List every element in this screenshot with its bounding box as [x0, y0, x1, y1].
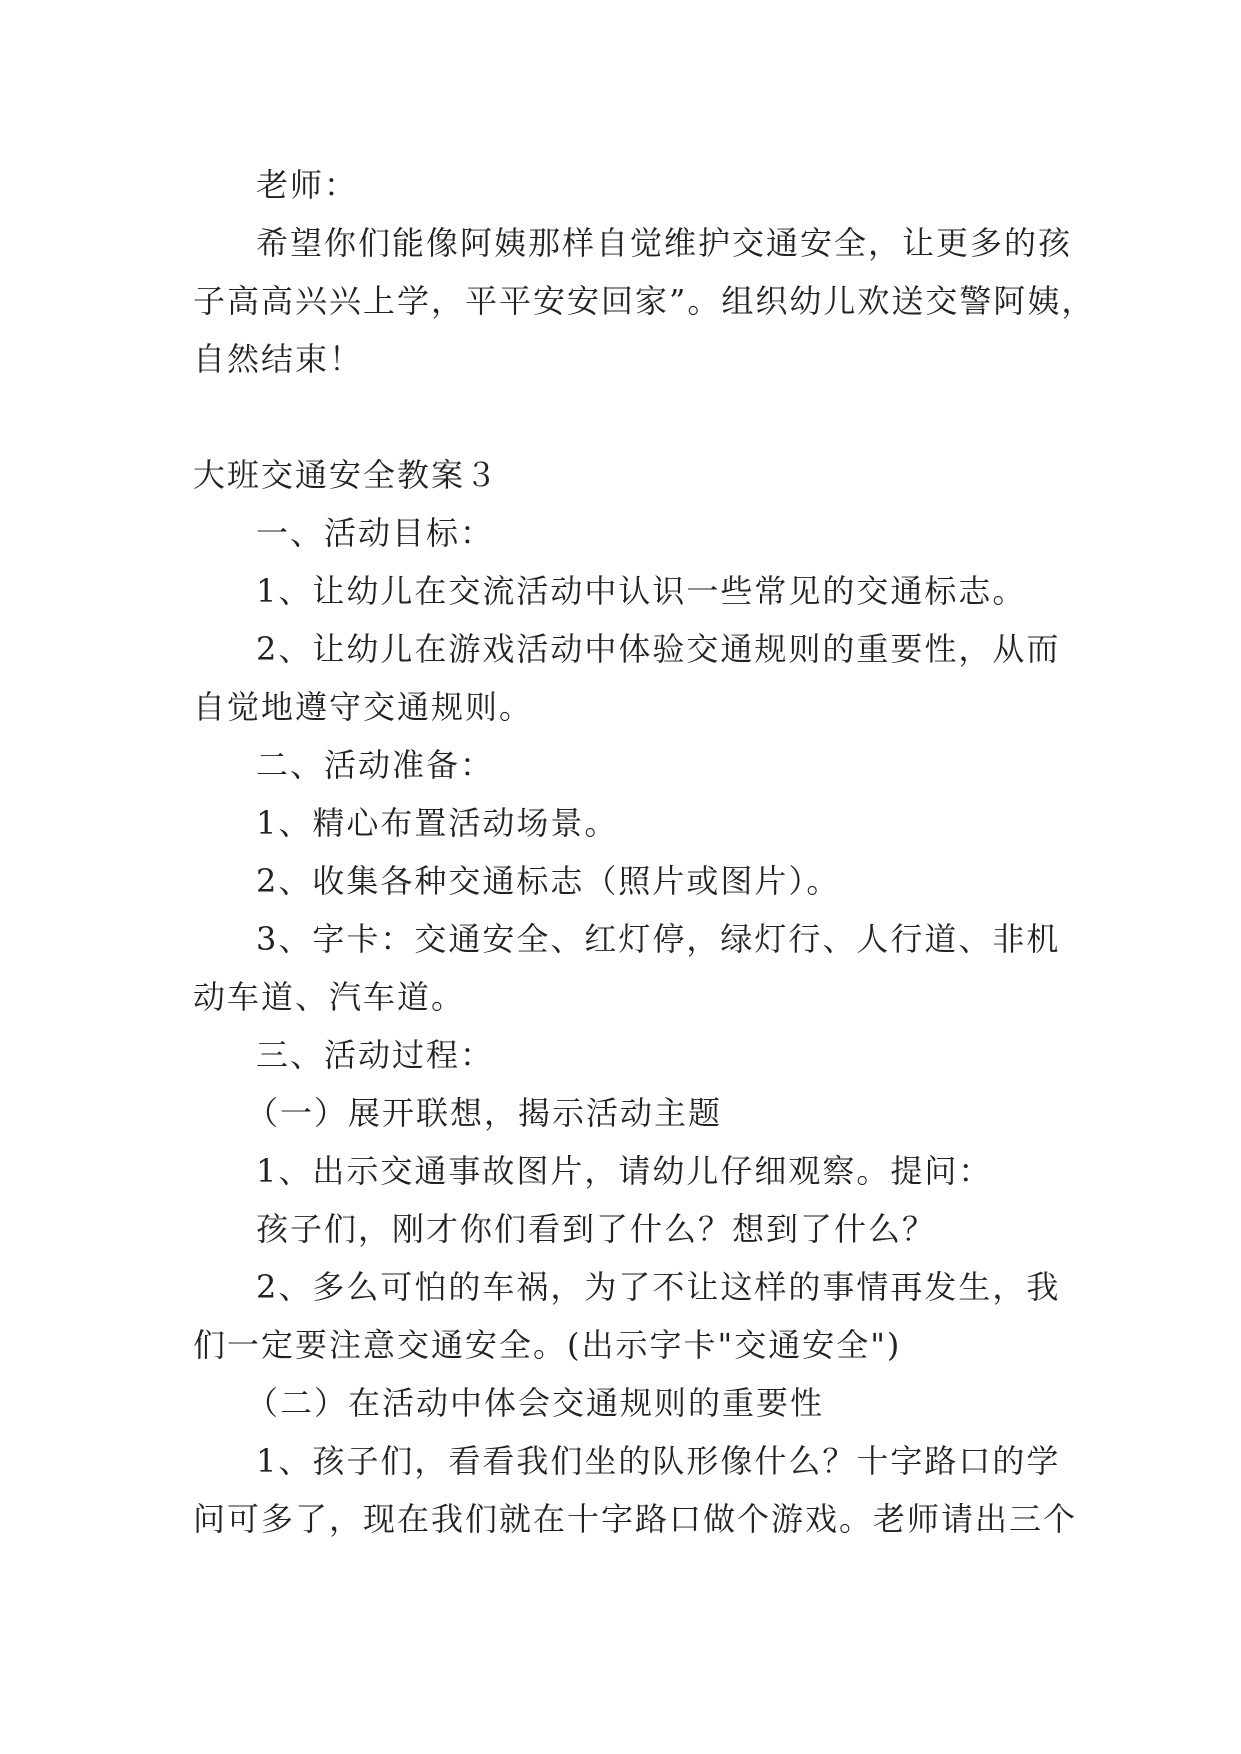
paragraph-line: 们一定要注意交通安全。(出示字卡"交通安全") [193, 1326, 902, 1364]
speaker-label: 老师： [256, 166, 359, 204]
section-heading: 三、活动过程： [256, 1036, 495, 1074]
paragraph-line: 问可多了，现在我们就在十字路口做个游戏。老师请出三个 [193, 1500, 1078, 1538]
section-heading: 二、活动准备： [256, 746, 495, 784]
paragraph-line: 2、收集各种交通标志（照片或图片）。 [256, 862, 841, 900]
paragraph-line: 2、让幼儿在游戏活动中体验交通规则的重要性，从而 [256, 630, 1061, 668]
paragraph-line: 孩子们，刚才你们看到了什么？想到了什么？ [256, 1210, 937, 1248]
paragraph-line: 2、多么可怕的车祸，为了不让这样的事情再发生，我 [256, 1268, 1061, 1306]
paragraph-line: 1、精心布置活动场景。 [256, 804, 619, 842]
paragraph-line: 1、出示交通事故图片，请幼儿仔细观察。提问： [256, 1152, 993, 1190]
paragraph-line: 1、孩子们，看看我们坐的队形像什么？十字路口的学 [256, 1442, 1061, 1480]
paragraph-line: 子高高兴兴上学，平平安安回家”。组织幼儿欢送交警阿姨， [193, 282, 1096, 320]
paragraph-line: 自觉地遵守交通规则。 [193, 688, 534, 726]
paragraph-line: 自然结束！ [193, 340, 364, 378]
subsection-heading: （二）在活动中体会交通规则的重要性 [246, 1384, 825, 1422]
subsection-heading: （一）展开联想，揭示活动主题 [246, 1094, 723, 1132]
paragraph-line: 1、让幼儿在交流活动中认识一些常见的交通标志。 [256, 572, 1027, 610]
section-title: 大班交通安全教案３ [193, 456, 500, 494]
section-heading: 一、活动目标： [256, 514, 495, 552]
paragraph-line: 希望你们能像阿姨那样自觉维护交通安全，让更多的孩 [256, 224, 1073, 262]
paragraph-line: 动车道、汽车道。 [193, 978, 466, 1016]
paragraph-line: 3、字卡：交通安全、红灯停，绿灯行、人行道、非机 [256, 920, 1061, 958]
